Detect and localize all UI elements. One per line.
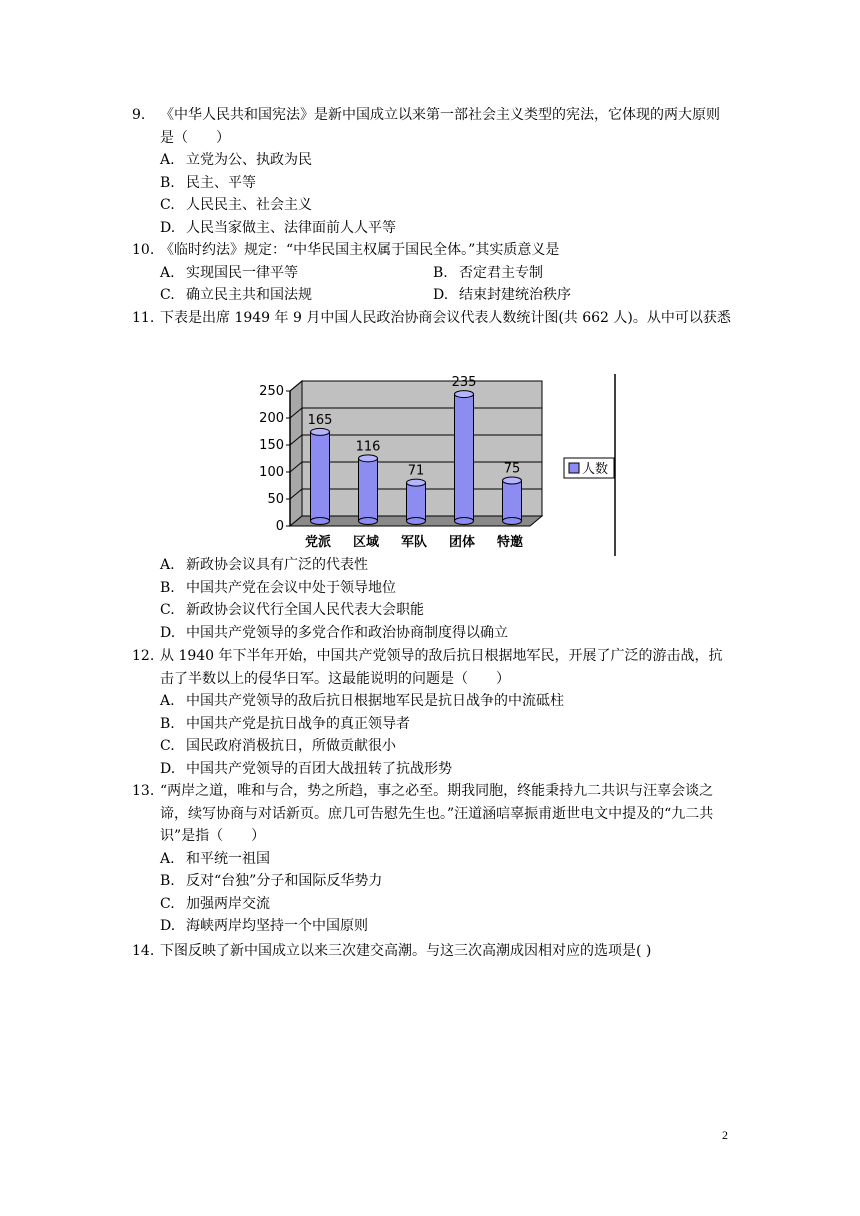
bar-top xyxy=(311,428,330,435)
data-label: 71 xyxy=(407,463,425,479)
bar xyxy=(311,432,330,521)
option-d[interactable]: D. 中国共产党领导的百团大战扭转了抗战形势 xyxy=(160,760,452,777)
question-number: 13. xyxy=(132,783,155,799)
y-tick-label: 50 xyxy=(267,492,284,507)
option-c[interactable]: C. 新政协会议代行全国人民代表大会职能 xyxy=(160,602,424,618)
chart-svg xyxy=(258,374,618,556)
option-c[interactable]: C. 确立民主共和国法规 xyxy=(160,287,312,303)
page-number: 2 xyxy=(722,1128,728,1142)
chart-side-wall xyxy=(290,381,302,526)
option-b[interactable]: B. 民主、平等 xyxy=(160,174,256,191)
category-label: 团体 xyxy=(448,535,476,550)
category-label: 党派 xyxy=(304,535,332,550)
question-10 xyxy=(132,239,732,307)
option-d[interactable]: D. 人民当家做主、法律面前人人平等 xyxy=(160,219,396,236)
question-number: 14. xyxy=(132,943,155,959)
y-tick-label: 100 xyxy=(259,465,284,480)
y-tick-label: 0 xyxy=(275,519,284,534)
bar xyxy=(359,458,378,521)
bar-base xyxy=(407,518,426,525)
bar-base xyxy=(359,518,378,525)
option-a[interactable]: A. 实现国民一律平等 xyxy=(160,264,298,281)
category-label: 区域 xyxy=(352,535,380,550)
question-number: 10. xyxy=(132,242,155,258)
data-label: 116 xyxy=(355,439,381,455)
option-b[interactable]: B. 否定君主专制 xyxy=(433,264,543,281)
data-label: 165 xyxy=(307,412,333,428)
category-label: 特邀 xyxy=(496,535,524,550)
option-c[interactable]: C. 加强两岸交流 xyxy=(160,895,270,912)
option-a[interactable]: A. 新政协会议具有广泛的代表性 xyxy=(160,557,368,573)
legend-swatch xyxy=(569,463,579,473)
bar-top xyxy=(455,391,474,398)
y-tick-label: 200 xyxy=(259,411,284,426)
option-row xyxy=(160,284,732,307)
bar-base xyxy=(455,518,474,525)
bar xyxy=(503,481,522,522)
question-13 xyxy=(132,780,732,938)
bar-chart xyxy=(258,374,618,556)
option-d[interactable]: D. 结束封建统治秩序 xyxy=(433,287,571,303)
legend-label: 人数 xyxy=(582,462,609,477)
option-b[interactable]: B. 反对“台独”分子和国际反华势力 xyxy=(160,873,383,889)
question-number: 11. xyxy=(132,310,155,326)
option-b[interactable]: B. 中国共产党是抗日战争的真正领导者 xyxy=(160,715,410,732)
question-number: 12. xyxy=(132,648,155,664)
question-stem: “两岸之道，唯和与合，势之所趋，事之必至。期我同胞，终能秉持九二共识与汪辜会谈之谛，续写协商与对话新页。庶几可告慰先生也。”汪道涵唁辜振甫逝世电文中提及的“九二共识”是指（ ） xyxy=(160,783,714,844)
question-stem: 下图反映了新中国成立以来三次建交高潮。与这三次高潮成因相对应的选项是( ) xyxy=(160,943,652,959)
y-tick-label: 150 xyxy=(259,438,284,453)
question-12 xyxy=(132,645,732,780)
bar-top xyxy=(359,455,378,462)
bar xyxy=(455,394,474,521)
question-14 xyxy=(132,940,732,963)
question-stem: 下表是出席 1949 年 9 月中国人民政治协商会议代表人数统计图(共 662 人)。从中可以获悉 xyxy=(160,310,731,326)
option-c[interactable]: C. 国民政府消极抗日，所做贡献很小 xyxy=(160,738,396,754)
option-row xyxy=(160,262,732,285)
y-tick-label: 250 xyxy=(259,384,284,399)
data-label: 75 xyxy=(503,461,521,477)
bar-base xyxy=(311,518,330,525)
option-a[interactable]: A. 和平统一祖国 xyxy=(160,850,270,867)
question-9 xyxy=(132,104,732,239)
bar-top xyxy=(407,479,426,486)
category-label: 军队 xyxy=(400,535,428,550)
option-a[interactable]: A. 立党为公、执政为民 xyxy=(160,152,312,168)
bar-base xyxy=(503,518,522,525)
option-a[interactable]: A. 中国共产党领导的敌后抗日根据地军民是抗日战争的中流砥柱 xyxy=(160,693,564,709)
question-stem: 《临时约法》规定：“中华民国主权属于国民全体。”其实质意义是 xyxy=(160,242,560,258)
bar-top xyxy=(503,477,522,484)
option-b[interactable]: B. 中国共产党在会议中处于领导地位 xyxy=(160,579,396,596)
option-d[interactable]: D. 海峡两岸均坚持一个中国原则 xyxy=(160,918,368,934)
question-stem: 从 1940 年下半年开始，中国共产党领导的敌后抗日根据地军民，开展了广泛的游击战，抗击了半数以上的侵华日军。这最能说明的问题是（ ） xyxy=(160,648,723,687)
option-d[interactable]: D. 中国共产党领导的多党合作和政治协商制度得以确立 xyxy=(160,624,508,641)
bar xyxy=(407,483,426,521)
question-stem: 《中华人民共和国宪法》是新中国成立以来第一部社会主义类型的宪法，它体现的两大原则是（ ） xyxy=(160,107,720,146)
question-number: 9. xyxy=(132,107,146,123)
question-11-options xyxy=(132,554,732,644)
option-c[interactable]: C. 人民民主、社会主义 xyxy=(160,197,312,213)
data-label: 235 xyxy=(451,375,477,391)
question-11 xyxy=(132,307,732,330)
